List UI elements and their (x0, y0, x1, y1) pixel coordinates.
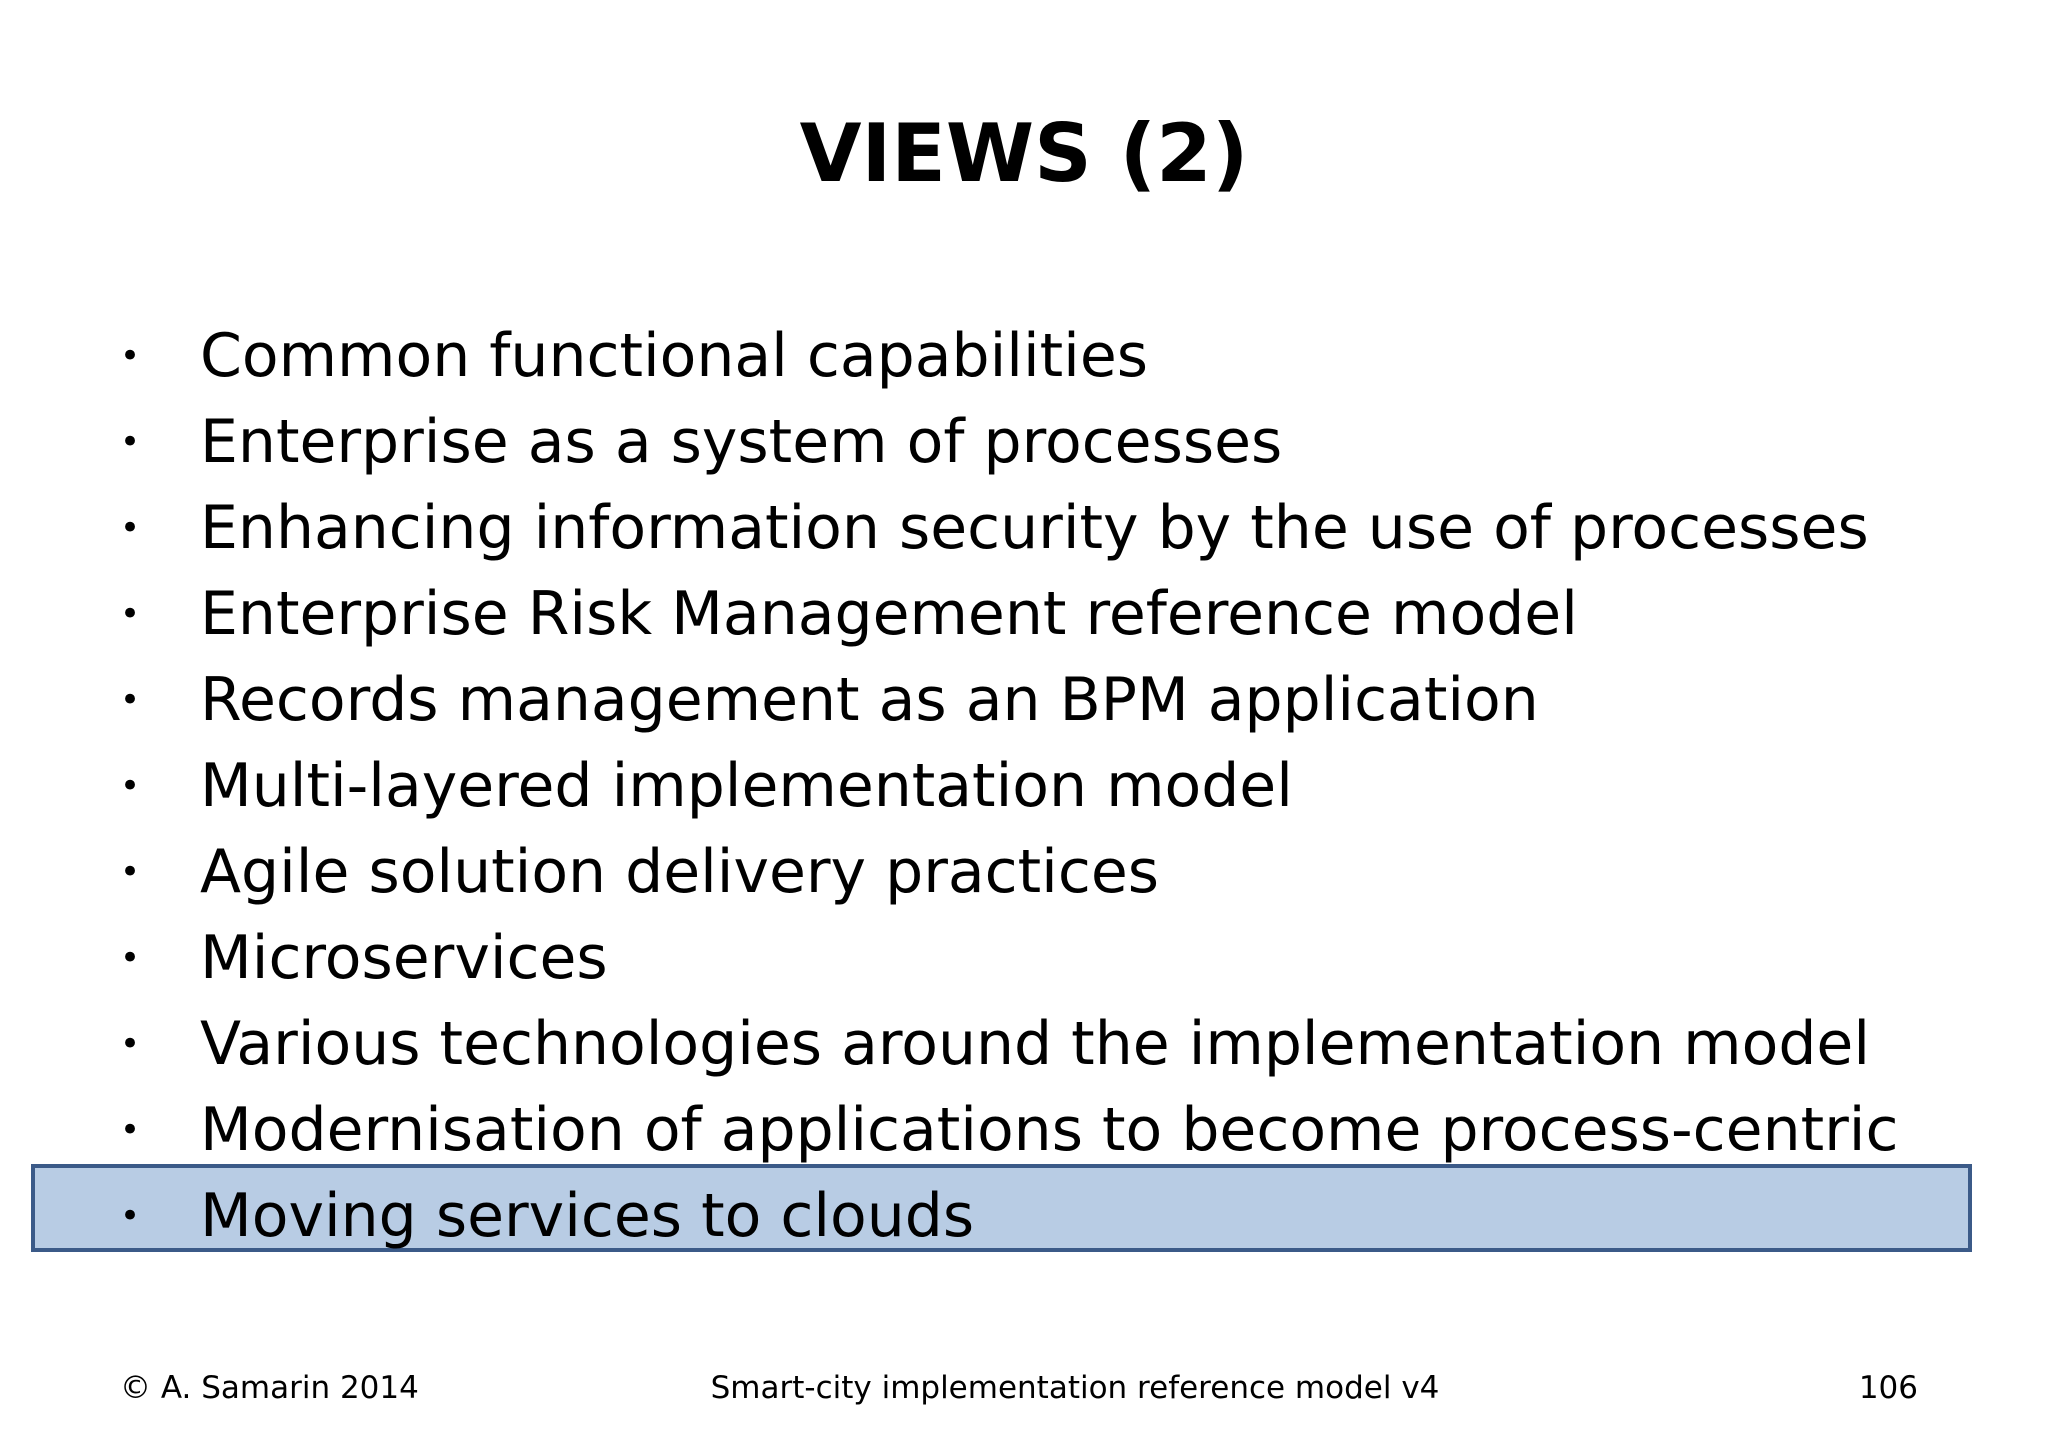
bullet-text: Multi-layered implementation model (200, 751, 1293, 821)
bullet-text: Enterprise as a system of processes (200, 407, 1283, 477)
bullet-text: Modernisation of applications to become process-centric (200, 1095, 1899, 1165)
bullet-dot: • (120, 594, 141, 634)
bullet-dot: • (120, 336, 141, 376)
bullet-dot: • (120, 1024, 141, 1064)
bullet-dot: • (120, 680, 141, 720)
list-item (0, 829, 2048, 915)
bullet-dot: • (120, 852, 141, 892)
slide-title: VIEWS (2) (799, 107, 1249, 200)
bullet-dot: • (120, 508, 141, 548)
list-item (0, 1087, 2048, 1173)
bullet-dot: • (120, 938, 141, 978)
bullet-text: Microservices (200, 923, 608, 993)
list-item (0, 485, 2048, 571)
list-item (0, 743, 2048, 829)
bullet-text: Records management as an BPM application (200, 665, 1539, 735)
bullet-list (0, 313, 2048, 1259)
footer-page-number: 106 (1858, 1370, 1918, 1406)
list-item (0, 571, 2048, 657)
list-item (0, 399, 2048, 485)
list-item (0, 1001, 2048, 1087)
bullet-dot: • (120, 1110, 141, 1150)
bullet-dot: • (120, 766, 141, 806)
bullet-text: Agile solution delivery practices (200, 837, 1160, 907)
list-item (0, 915, 2048, 1001)
footer-copyright: © A. Samarin 2014 (120, 1370, 419, 1406)
bullet-text: Moving services to clouds (200, 1181, 975, 1251)
list-item (0, 313, 2048, 399)
bullet-dot: • (120, 1196, 141, 1236)
footer-document-title: Smart-city implementation reference model v4 (710, 1370, 1440, 1406)
list-item (0, 657, 2048, 743)
bullet-text: Enterprise Risk Management reference model (200, 579, 1578, 649)
bullet-text: Enhancing information security by the use of processes (200, 493, 1869, 563)
bullet-text: Common functional capabilities (200, 321, 1148, 391)
bullet-text: Various technologies around the implementation model (200, 1009, 1871, 1079)
list-item-highlighted (0, 1173, 2048, 1259)
bullet-dot: • (120, 422, 141, 462)
